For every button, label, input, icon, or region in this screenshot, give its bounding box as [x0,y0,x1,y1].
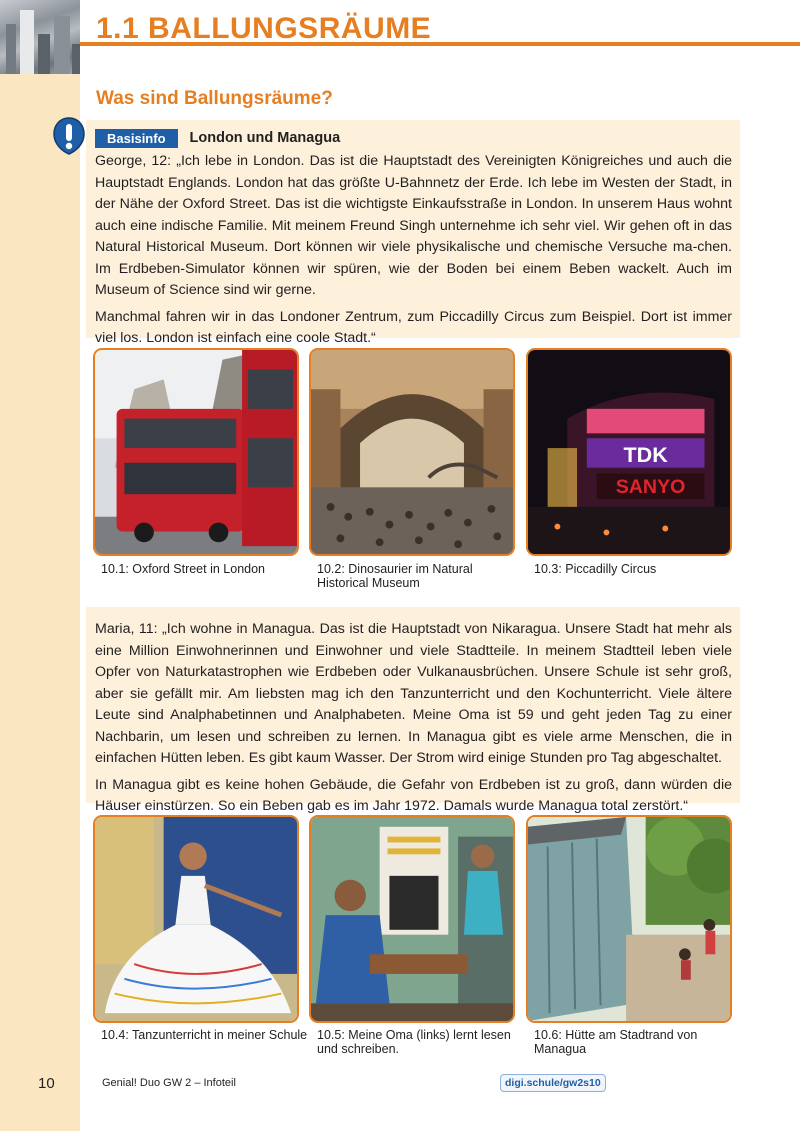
caption-10-3: 10.3: Piccadilly Circus [534,562,657,576]
book-title-footer: Genial! Duo GW 2 – Infoteil [102,1077,236,1089]
paragraph-piccadilly: Manchmal fahren wir in das Londoner Zentrum, zum Piccadilly Circus zum Beispiel. Dort ist immer viel los. London ist einfach eine coole Stadt.“ [95,308,732,346]
box-title: London und Managua [189,130,341,146]
photo-grandmother-learning [309,815,515,1023]
section-heading: Was sind Ballungsräume? [96,88,333,109]
paragraph-george: George, 12: „Ich lebe in London. Das ist die Hauptstadt des Vereinigten Königreiches und auch die Hauptstadt Englands. London hat das größte U-Bahnnetz der Erde. Ich lebe im Westen der Stadt, in der Nähe der Oxford Street. Das ist die wichtigste Einkaufsstraße in London. In unserem Haus wohnt auch eine indische Familie. Mit meinem Freund Singh unternehme ich sehr viel. Wir gehen oft in das Natural Historical Museum. Dort können wir viele physikalische und chemische Versuche ma-chen. Im Erdbeben-Simulator können wir spüren, wie der Boden bei einem Beben wackelt. Auch im Museum of Science sind wir gerne. [95,153,732,298]
caption-10-1: 10.1: Oxford Street in London [101,562,265,576]
page-number: 10 [38,1075,55,1092]
photo-dance-class [93,815,299,1023]
chapter-title: 1.1 BALLUNGSRÄUME [96,12,432,45]
photo-oxford-street [93,348,299,556]
page-margin-strip [0,0,80,1131]
paragraph-earthquake: In Managua gibt es keine hohen Gebäude, die Gefahr von Erdbeben ist zu groß, dann würden die Häuser einstürzen. So ein Beben gab es im Jahr 1972. Damals wurde Managua total zerstört.“ [95,776,732,814]
caption-10-2: 10.2: Dinosaurier im Natural Historical Museum [317,562,473,590]
sanyo-sign-text: SANYO [615,476,686,499]
photo-hut-managua [526,815,732,1023]
exclamation-icon [52,116,86,156]
tdk-sign-text: TDK [623,441,668,467]
photo-piccadilly-circus [526,348,732,556]
caption-10-5: 10.5: Meine Oma (links) lernt lesen und schreiben. [317,1028,511,1056]
photo-dinosaur-museum [309,348,515,556]
skyline-thumbnail [0,0,80,74]
caption-10-4: 10.4: Tanzunterricht in meiner Schule [101,1028,308,1042]
digi-schule-link[interactable]: digi.schule/gw2s10 [500,1074,606,1092]
paragraph-maria: Maria, 11: „Ich wohne in Managua. Das ist die Hauptstadt von Nikaragua. Unsere Stadt hat mehr als eine Million Einwohnerinnen und Einwohner und viele Stadtteile. In meinem Stadtteil leben viele Opfer von Naturkatastrophen wie Erdbeben oder Vulkanausbrüchen. Unsere Schule ist sehr groß, aber sie gefällt mir. Am liebsten mag ich den Tanzunterricht und den Kochunterricht. Viele ältere Leute sind Analphabetinnen und Analphabeten. Meine Oma ist 59 und geht jeden Tag zu einer Nachbarin, um lesen und schreiben zu lernen. In Managua gibt es viele arme Menschen, die in einfachen Hütten leben. Es gibt kaum Wasser. Der Strom wird einige Stunden pro Tag abgeschaltet. [95,621,732,766]
textbox-managua [86,607,740,814]
caption-10-6: 10.6: Hütte am Stadtrand von Managua [534,1028,698,1056]
box-header [95,128,732,148]
basisinfo-box-london [86,120,740,346]
basisinfo-badge: Basisinfo [95,129,178,148]
